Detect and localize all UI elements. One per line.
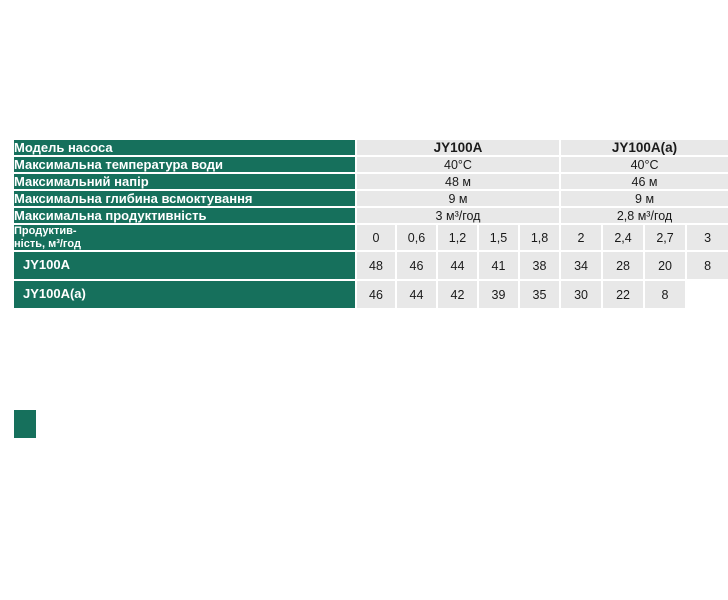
head-value: 38 [519, 251, 560, 280]
row-label-jy100a: JY100A [14, 251, 356, 280]
flow-value: 1,2 [437, 224, 478, 251]
table-row [14, 173, 728, 190]
value-max-water-temperature-jy100a: 40°C [356, 156, 560, 173]
flow-value: 3 [686, 224, 728, 251]
flow-label-line-1: Продуктив- [14, 225, 77, 237]
head-value: 48 [356, 251, 396, 280]
head-value: 44 [437, 251, 478, 280]
table-row [14, 280, 728, 309]
row-label-jy100aa: JY100A(a) [14, 280, 356, 309]
value-max-capacity-jy100aa: 2,8 м³/год [560, 207, 728, 224]
model-jy100a-header: JY100A [356, 140, 560, 156]
head-value: 22 [602, 280, 644, 309]
value-max-suction-depth-jy100aa: 9 м [560, 190, 728, 207]
model-jy100aa-header: JY100A(a) [560, 140, 728, 156]
table-row [14, 251, 728, 280]
head-value: 46 [396, 251, 437, 280]
flow-value: 1,5 [478, 224, 519, 251]
head-value: 41 [478, 251, 519, 280]
head-value: 8 [686, 251, 728, 280]
head-value: 28 [602, 251, 644, 280]
flow-label-line-2: ність, м³/год [14, 237, 81, 250]
head-value-empty [686, 280, 728, 309]
head-value: 8 [644, 280, 686, 309]
row-label-flow-rate [14, 224, 356, 251]
head-value: 35 [519, 280, 560, 309]
flow-value: 0 [356, 224, 396, 251]
head-value: 42 [437, 280, 478, 309]
table-row [14, 140, 728, 156]
value-max-suction-depth-jy100a: 9 м [356, 190, 560, 207]
flow-value: 0,6 [396, 224, 437, 251]
value-max-head-jy100aa: 46 м [560, 173, 728, 190]
row-label-max-head: Максимальний напір [14, 173, 356, 190]
row-label-model: Модель насоса [14, 140, 356, 156]
table-row [14, 190, 728, 207]
head-value: 44 [396, 280, 437, 309]
table-row [14, 207, 728, 224]
head-value: 39 [478, 280, 519, 309]
row-label-max-water-temperature: Максимальна температура води [14, 156, 356, 173]
row-label-max-capacity: Максимальна продуктивність [14, 207, 356, 224]
specification-table [14, 140, 728, 310]
flow-value: 2 [560, 224, 602, 251]
value-max-capacity-jy100a: 3 м³/год [356, 207, 560, 224]
head-value: 46 [356, 280, 396, 309]
flow-value: 2,4 [602, 224, 644, 251]
head-value: 20 [644, 251, 686, 280]
table-row [14, 224, 728, 251]
flow-value: 1,8 [519, 224, 560, 251]
value-max-head-jy100a: 48 м [356, 173, 560, 190]
row-label-max-suction-depth: Максимальна глибина всмоктування [14, 190, 356, 207]
head-value: 34 [560, 251, 602, 280]
table-bottom-accent [14, 410, 36, 438]
flow-value: 2,7 [644, 224, 686, 251]
head-value: 30 [560, 280, 602, 309]
table-row [14, 156, 728, 173]
value-max-water-temperature-jy100aa: 40°C [560, 156, 728, 173]
